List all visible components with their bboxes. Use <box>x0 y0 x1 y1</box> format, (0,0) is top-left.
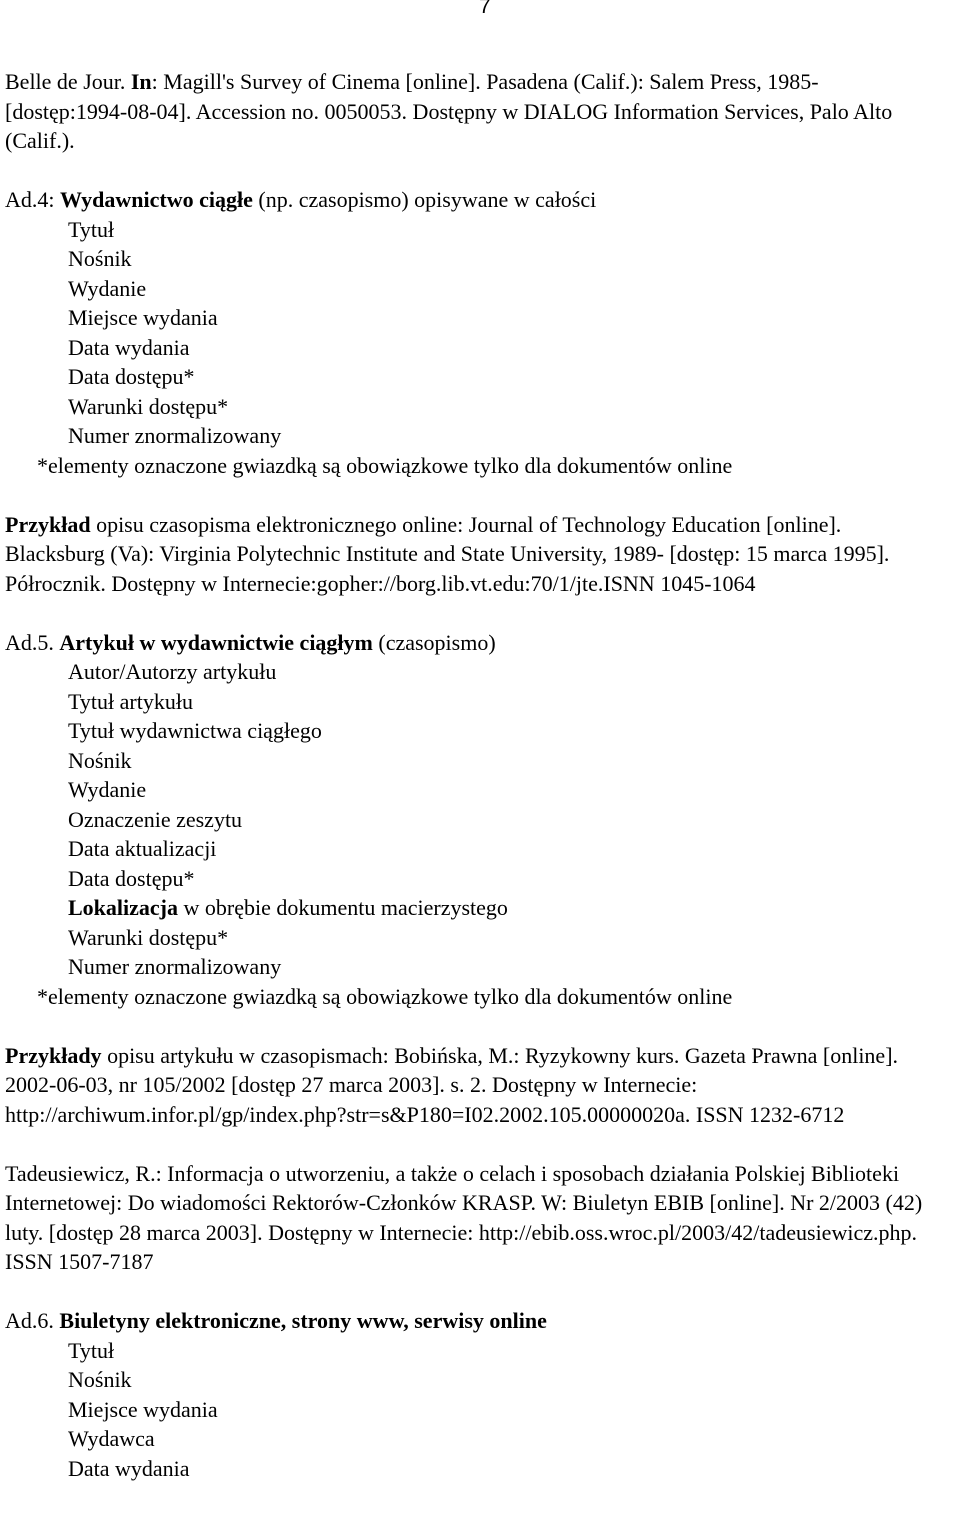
list-item: Warunki dostępu* <box>68 393 229 419</box>
list-item: Data dostępu* <box>68 364 195 389</box>
list-item: Numer znormalizowany <box>68 954 282 979</box>
list-item: Tytuł <box>68 216 115 242</box>
element-list-ad5 <box>5 657 932 982</box>
list-item: Wydanie <box>68 777 147 802</box>
required-note: *elementy oznaczone gwiazdką są obowiązkowe tylko dla dokumentów online <box>37 983 733 1009</box>
list-item: Tytuł artykułu <box>68 688 193 714</box>
required-note: *elementy oznaczone gwiazdką są obowiązkowe tylko dla dokumentów online <box>37 452 733 478</box>
list-item: Data wydania <box>68 334 190 360</box>
list-item: Warunki dostępu* <box>68 924 229 950</box>
example-journal: Przykład opisu czasopisma elektronicznego online: Journal of Technology Education [online]. Blacksburg (Va): Virginia Polytechnic Institute and State University, 1989- [dostęp: 15 marca 1995]. Półrocznik. Dostępny w Internecie:gopher://borg.lib.vt.edu:70/1/jte.ISNN 1045-1064 <box>5 511 890 596</box>
reference-belle-de-jour <box>5 67 932 156</box>
list-item: Nośnik <box>68 1367 132 1392</box>
list-item: Wydawca <box>68 1426 155 1451</box>
list-item: Tytuł wydawnictwa ciągłego <box>68 718 322 743</box>
list-item: Oznaczenie zeszytu <box>68 806 243 832</box>
section-title: Biuletyny elektroniczne, strony www, serwisy online <box>59 1308 547 1333</box>
list-item: Data wydania <box>68 1455 190 1481</box>
list-item: Autor/Autorzy artykułu <box>68 659 277 684</box>
list-item: Data dostępu* <box>68 865 195 891</box>
in-label: In <box>130 69 152 94</box>
reference-title: Belle de Jour. <box>5 69 131 94</box>
list-item: Nośnik <box>68 747 132 773</box>
list-item-lokalizacja: Lokalizacja w obrębie dokumentu macierzystego <box>68 895 508 920</box>
reference-details: : Magill's Survey of Cinema [online]. Pasadena (Calif.): Salem Press, 1985-[dostęp:1994-08-04]. Accession no. 0050053. Dostępny w DIALOG Information Services, Palo Alto (Calif.). <box>5 69 893 153</box>
section-heading-ad5: Ad.5. Artykuł w wydawnictwie ciągłym (czasopismo) <box>5 629 496 655</box>
list-item: Numer znormalizowany <box>68 423 282 448</box>
list-item: Miejsce wydania <box>68 1396 218 1422</box>
section-title: Wydawnictwo ciągłe <box>60 187 253 212</box>
example-articles: Przykłady opisu artykułu w czasopismach: Bobińska, M.: Ryzykowny kurs. Gazeta Prawna [online]. 2002-06-03, nr 105/2002 [dostęp 27 marca 2003]. s. 2. Dostępny w Internecie: http://archiwum.infor.pl/gp/index.php?str=s&P180=I02.2002.105.00000020a. ISSN 1232-6712 <box>5 1042 899 1127</box>
section-heading-ad6: Ad.6. Biuletyny elektroniczne, strony www, serwisy online <box>5 1308 547 1333</box>
example-tadeusiewicz: Tadeusiewicz, R.: Informacja o utworzeniu, a także o celach i sposobach działania Polskiej Biblioteki Internetowej: Do wiadomości Rektorów-Członków KRASP. W: Biuletyn EBIB [online]. Nr 2/2003 (42) luty. [dostęp 28 marca 2003]. Dostępny w Internecie: http://ebib.oss.wroc.pl/2003/42/tadeusiewicz.php. ISSN 1507-7187 <box>5 1160 923 1274</box>
element-list-ad6 <box>5 1336 932 1484</box>
example-label: Przykłady <box>5 1042 102 1068</box>
list-item: Data aktualizacji <box>68 836 217 861</box>
list-item: Wydanie <box>68 275 147 301</box>
page-number: 7 <box>479 0 491 18</box>
section-title: Artykuł w wydawnictwie ciągłym <box>59 629 373 655</box>
list-item: Nośnik <box>68 246 132 271</box>
element-list-ad4 <box>5 215 932 451</box>
section-heading-ad4: Ad.4: Wydawnictwo ciągłe (np. czasopismo) opisywane w całości <box>5 187 597 212</box>
list-item: Miejsce wydania <box>68 305 218 330</box>
example-label: Przykład <box>5 511 91 537</box>
list-item: Tytuł <box>68 1337 115 1363</box>
document-body <box>5 67 932 1483</box>
